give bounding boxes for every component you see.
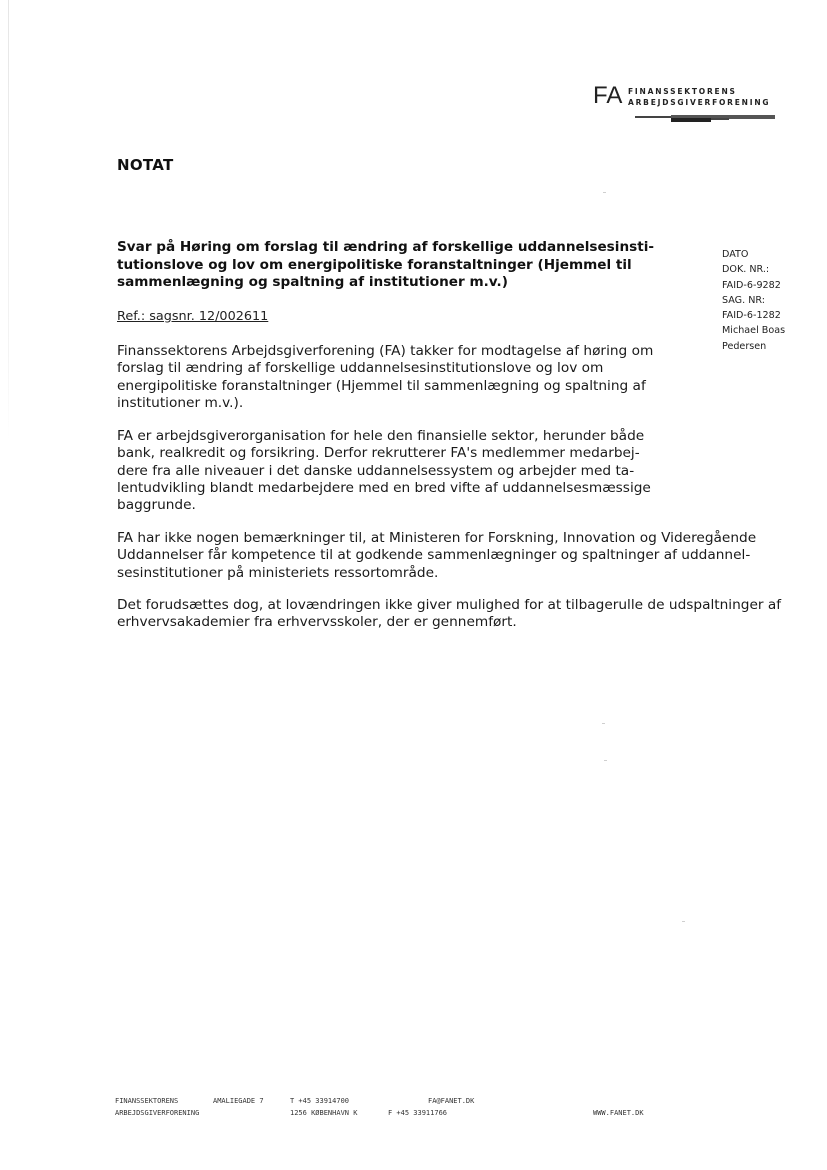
fa-logo [593,84,783,128]
footer-street: AMALIEGADE 7 [213,1097,264,1105]
letterhead-footer [0,1097,827,1127]
document-type-heading: NOTAT [117,156,174,174]
body-paragraph: Det forudsættes dog, at lovændringen ikke giver mulighed for at tilbagerulle de udspaltninger af erhvervsakademier fra erhvervsskoler, der er gennemført. [117,597,782,631]
case-number-value: FAID-6-1282 [722,310,781,322]
footer-fax: F +45 33911766 [388,1109,448,1117]
date-label: DATO [722,249,749,260]
footer-website[interactable]: WWW.FANET.DK [593,1109,644,1117]
case-reference: Ref.: sagsnr. 12/002611 [117,309,269,324]
scan-speck [603,192,606,193]
footer-city: 1256 KØBENHAVN K [290,1109,358,1117]
case-number-label: SAG. NR: [722,294,765,306]
logo-name-line1: FINANSSEKTORENS [628,87,737,96]
footer-phone: T +45 33914700 [290,1097,350,1105]
footer-org-line2: ARBEJDSGIVERFORENING [115,1109,200,1117]
scan-speck [604,760,607,761]
scan-speck [602,723,605,724]
author-name-line2: Pedersen [722,340,767,352]
author-name-line1: Michael Boas [722,325,786,337]
document-metadata [722,247,822,354]
logo-name-line2: ARBEJDSGIVERFORENING [628,98,771,107]
doc-number-label: DOK. NR.: [722,264,770,276]
scan-edge-shadow [8,0,9,440]
body-paragraph: Finanssektorens Arbejdsgiverforening (FA) takker for modtagelse af høring om forslag til ændring af forskellige uddannelsesinstitutionslove og lov om energipolitiske foranstaltninger (Hjemmel til sammenlægning og spaltning af institutioner m.v.). [117,343,654,411]
body-paragraph: FA er arbejdsgiverorganisation for hele den finansielle sektor, herunder både bank, realkredit og forsikring. Derfor rekrutterer FA's medlemmer medarbej-dere fra alle niveauer i det danske uddannelsessystem og arbejder med ta-lentudvikling blandt medarbejdere med en bred vifte af uddannelsesmæssige baggrunde. [117,428,651,514]
footer-org-line1: FINANSSEKTORENS [115,1097,179,1105]
footer-email[interactable]: FA@FANET.DK [428,1097,475,1105]
document-title: Svar på Høring om forslag til ændring af forskellige uddannelsesinsti-tutionslove og lov om energipolitiske foranstaltninger (Hjemmel til sammenlægning og spaltning af institutioner m.v.) [117,239,655,290]
body-paragraph: FA har ikke nogen bemærkninger til, at Ministeren for Forskning, Innovation og Videregående Uddannelser får kompetence til at godkende sammenlægninger og spaltninger af uddannel-sesinstitutioner på ministeriets ressortområde. [117,530,757,581]
logo-abbreviation: FA [593,82,623,109]
scan-speck [682,921,685,922]
logo-swoosh-graphic [635,113,777,125]
doc-number-value: FAID-6-9282 [722,279,781,291]
